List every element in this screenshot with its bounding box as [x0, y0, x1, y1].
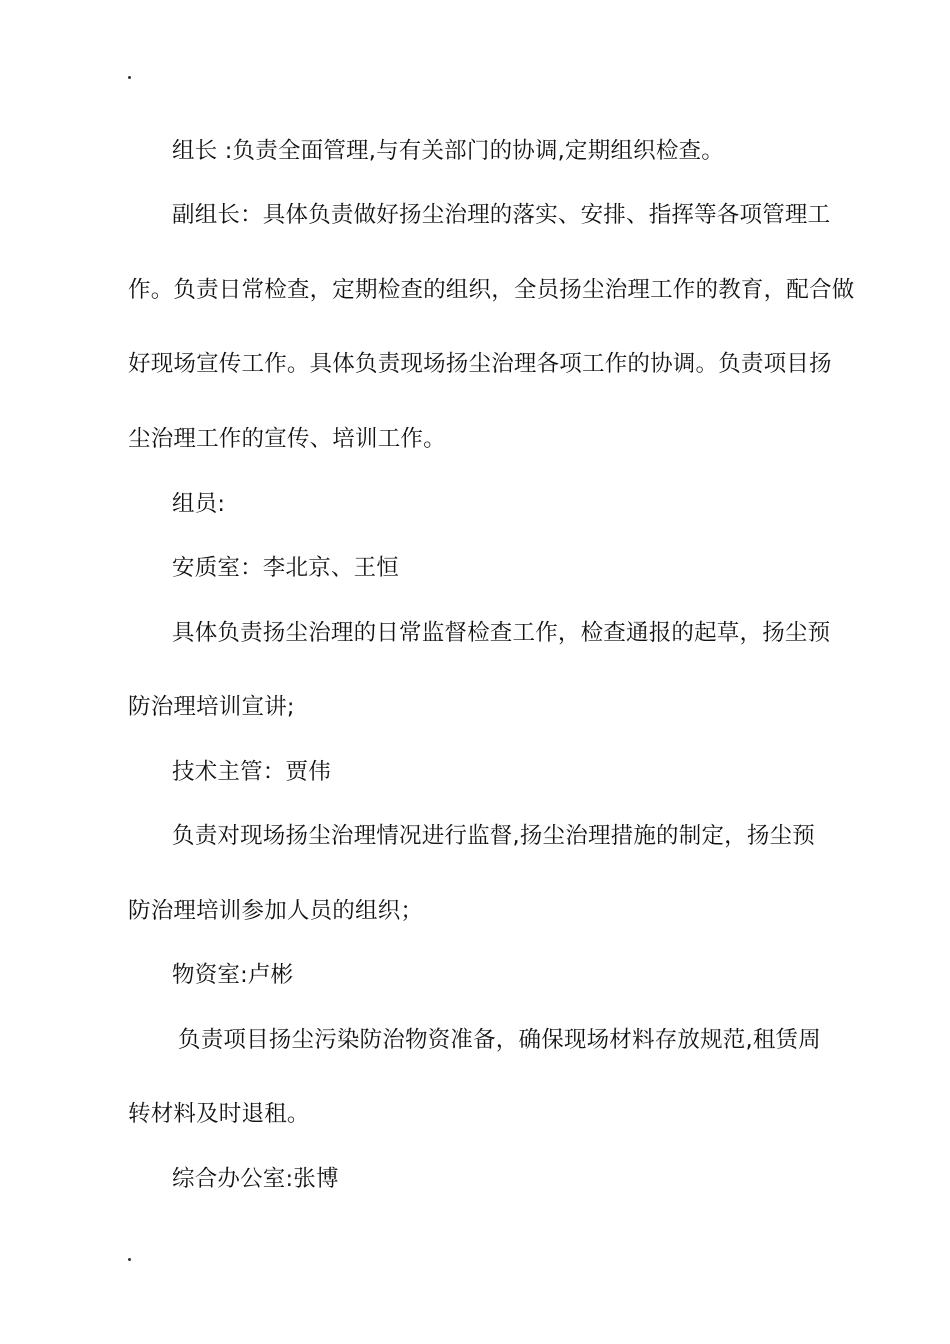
deputy-leader-duty-line-2: 作。负责日常检查，定期检查的组织，全员扬尘治理工作的教育，配合做 — [128, 277, 855, 303]
safety-office-members: 安质室：李北京、王恒 — [172, 555, 400, 581]
materials-office-duty-line-1: 负责项目扬尘污染防治物资准备，确保现场材料存放规范,租赁周 — [178, 1027, 821, 1053]
deputy-leader-duty-line-4: 尘治理工作的宣传、培训工作。 — [128, 426, 446, 452]
deputy-leader-duty-line-3: 好现场宣传工作。具体负责现场扬尘治理各项工作的协调。负责项目扬 — [128, 351, 832, 377]
technical-supervisor: 技术主管：贾伟 — [172, 759, 331, 785]
page-corner-mark-bottom — [128, 1258, 131, 1261]
general-office-member: 综合办公室:张博 — [172, 1166, 339, 1192]
members-heading: 组员: — [172, 491, 226, 517]
safety-office-duty-line-2: 防治理培训宣讲; — [128, 694, 295, 720]
page-corner-mark-top — [128, 76, 131, 79]
leader-duty-line: 组长 :负责全面管理,与有关部门的协调,定期组织检查。 — [172, 138, 724, 164]
materials-office-duty-line-2: 转材料及时退租。 — [128, 1101, 310, 1127]
materials-office-member: 物资室:卢彬 — [172, 962, 294, 988]
technical-supervisor-duty-line-1: 负责对现场扬尘治理情况进行监督,扬尘治理措施的制定，扬尘预 — [172, 823, 815, 849]
safety-office-duty-line-1: 具体负责扬尘治理的日常监督检查工作，检查通报的起草，扬尘预 — [172, 620, 831, 646]
deputy-leader-duty-line-1: 副组长：具体负责做好扬尘治理的落实、安排、指挥等各项管理工 — [172, 202, 831, 228]
technical-supervisor-duty-line-2: 防治理培训参加人员的组织； — [128, 898, 424, 924]
